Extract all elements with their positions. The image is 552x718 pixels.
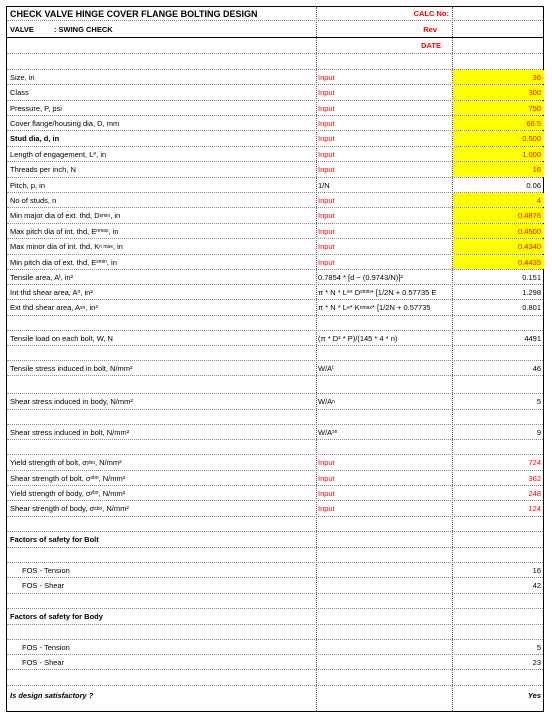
ext-shear-area-formula: π * N * L e * K nmax * [1/2N + 0.57735 [318, 303, 431, 312]
tensile-stress-formula: W/A t [318, 363, 334, 373]
blank-row [7, 440, 543, 455]
valve-type: : SWING CHECK [53, 24, 113, 34]
fos-bolt-heading: Factors of safety for Bolt [10, 535, 99, 544]
no-studs-value[interactable]: 4 [453, 193, 544, 207]
stud-dia-value[interactable]: 0.500 [453, 131, 544, 146]
min-major-label: Min major dia of ext. thd, D smin , in [10, 211, 121, 220]
calc-no-label: CALC No: [413, 9, 449, 18]
shear-str-body-row [7, 501, 543, 517]
size-label: Size, in [10, 72, 35, 82]
int-shear-area-row [7, 285, 543, 300]
shear-bolt-label: Shear stress induced in bolt, N/mm² [10, 427, 130, 437]
min-pitch-ext-value[interactable]: 0.4435 [453, 255, 544, 269]
class-value[interactable]: 300 [453, 85, 544, 100]
satisfactory-row [7, 686, 543, 704]
fos-bolt-shear-value: 42 [532, 581, 541, 590]
blank-row [7, 410, 543, 425]
yield-body-label: Yield strength of body, σ ybo , N/mm² [10, 488, 126, 498]
shear-bolt-row [7, 425, 543, 440]
cover-dia-formula: Input [318, 118, 335, 128]
min-major-formula: Input [318, 211, 335, 220]
int-shear-area-label: Int thd shear area, A n , in² [10, 287, 93, 297]
yield-bolt-formula: Input [318, 458, 335, 467]
max-minor-int-row [7, 239, 543, 255]
pitch-label: Pitch, p, in [10, 180, 46, 190]
calc-no-value[interactable] [453, 7, 544, 20]
shear-body-value: 5 [536, 397, 541, 406]
size-formula: Input [318, 72, 335, 82]
blank-row [7, 670, 543, 686]
shear-str-body-label: Shear strength of body, σ sbo , N/mm² [10, 504, 129, 513]
max-minor-int-value[interactable]: 0.4340 [453, 239, 544, 254]
blank-row [7, 517, 543, 532]
pressure-formula: Input [318, 103, 335, 113]
cover-dia-label: Cover flange/housing dia, D, mm [10, 118, 120, 128]
fos-body-shear-value: 23 [532, 657, 541, 667]
title-row [7, 7, 543, 21]
stud-dia-label: Stud dia, d, in [10, 134, 60, 143]
max-pitch-int-formula: Input [318, 226, 335, 236]
yield-body-formula: Input [318, 488, 335, 498]
fos-bolt-tension-label: FOS - Tension [22, 565, 70, 575]
cover-dia-row [7, 116, 543, 131]
sheet-title: CHECK VALVE HINGE COVER FLANGE BOLTING DESIGN [10, 8, 258, 19]
ext-shear-area-label: Ext thd shear area, A sn , in² [10, 303, 98, 312]
rev-label: Rev [423, 24, 437, 34]
pitch-value: 0.06 [526, 180, 541, 190]
fos-bolt-tension-row [7, 563, 543, 578]
tensile-area-value: 0.151 [522, 272, 541, 282]
blank-row [7, 594, 543, 609]
fos-body-heading: Factors of safety for Body [10, 612, 103, 621]
shear-body-row [7, 394, 543, 410]
fos-body-shear-label: FOS - Shear [22, 657, 65, 667]
date-label: DATE [421, 41, 441, 50]
pressure-value[interactable]: 750 [453, 101, 544, 115]
shear-bolt-value: 9 [536, 427, 541, 437]
fos-bolt-shear-row [7, 578, 543, 594]
min-pitch-ext-label: Min pitch dia of ext. thd, E smin , in [10, 257, 117, 267]
class-formula: Input [318, 88, 335, 97]
no-studs-row [7, 193, 543, 208]
threads-value[interactable]: 16 [453, 162, 544, 177]
fos-bolt-tension-value: 16 [532, 565, 541, 575]
tensile-stress-value: 46 [532, 363, 541, 373]
tensile-area-row [7, 270, 543, 285]
shear-str-bolt-label: Shear strength of bolt, σ sbo , N/mm² [10, 473, 126, 483]
tensile-stress-row [7, 361, 543, 376]
tensile-load-row [7, 331, 543, 346]
fos-body-heading-row [7, 609, 543, 625]
cover-dia-value[interactable]: 66.5 [453, 116, 544, 130]
stud-dia-row [7, 131, 543, 147]
tensile-load-label: Tensile load on each bolt, W, N [10, 333, 113, 343]
min-major-row [7, 208, 543, 224]
max-minor-int-label: Max minor dia of int. thd, K n max , in [10, 242, 123, 251]
class-label: Class [10, 88, 29, 97]
tensile-load-formula: (π * D² * P)/(145 * 4 * n) [318, 333, 398, 343]
blank-row [7, 316, 543, 331]
yield-bolt-label: Yield strength of bolt, σ ybo , N/mm² [10, 458, 122, 467]
tensile-load-value: 4491 [524, 333, 541, 343]
yield-bolt-value[interactable]: 724 [528, 458, 541, 467]
size-value[interactable]: 36 [453, 70, 544, 84]
yield-body-value[interactable]: 248 [528, 488, 541, 498]
max-pitch-int-label: Max pitch dia of int. thd, E nmax , in [10, 226, 119, 236]
no-studs-formula: Input [318, 195, 335, 205]
shear-str-bolt-row [7, 471, 543, 486]
int-shear-area-value: 1.298 [522, 287, 541, 297]
size-row [7, 70, 543, 85]
shear-body-label: Shear stress induced in body, N/mm² [10, 397, 133, 406]
blank-row [7, 625, 543, 640]
int-shear-area-formula: π * N * L e * D smin * [1/2N + 0.57735 E [318, 287, 437, 297]
class-row [7, 85, 543, 101]
fos-body-shear-row [7, 655, 543, 670]
fos-body-tension-value: 5 [536, 642, 541, 652]
yield-body-row [7, 486, 543, 501]
min-pitch-ext-row [7, 255, 543, 270]
threads-row [7, 162, 543, 178]
rev-value[interactable] [453, 21, 544, 37]
fos-body-tension-label: FOS - Tension [22, 642, 70, 652]
valve-row [7, 21, 543, 38]
pitch-row [7, 178, 543, 193]
no-studs-label: No of studs, n [10, 195, 57, 205]
shear-bolt-formula: W/A sn [318, 427, 338, 437]
threads-formula: Input [318, 165, 335, 174]
satisfactory-value: Yes [527, 690, 541, 700]
max-pitch-int-row [7, 224, 543, 239]
engagement-row [7, 147, 543, 162]
pitch-formula: 1/N [318, 180, 330, 190]
stud-dia-formula: Input [318, 134, 335, 143]
min-major-value[interactable]: 0.4876 [453, 208, 544, 223]
shear-str-body-formula: Input [318, 504, 335, 513]
tensile-area-label: Tensile area, A t , in² [10, 272, 74, 282]
shear-body-formula: W/A n [318, 397, 335, 406]
shear-str-body-value[interactable]: 124 [528, 504, 541, 513]
threads-label: Threads per inch, N [10, 165, 76, 174]
max-minor-int-formula: Input [318, 242, 335, 251]
ext-shear-area-row [7, 300, 543, 316]
date-row [7, 38, 543, 54]
yield-bolt-row [7, 455, 543, 471]
max-pitch-int-value[interactable]: 0.4500 [453, 224, 544, 238]
tensile-area-formula: 0.7854 * [d − (0.9743/N)]² [318, 272, 403, 282]
engagement-label: Length of engagement, L e , in [10, 149, 107, 159]
shear-str-bolt-value[interactable]: 362 [528, 473, 541, 483]
blank-row [7, 54, 543, 70]
calculation-sheet [6, 6, 544, 712]
blank-row [7, 376, 543, 394]
fos-bolt-shear-label: FOS - Shear [22, 581, 65, 590]
fos-bolt-heading-row [7, 532, 543, 548]
ext-shear-area-value: 0.801 [522, 303, 541, 312]
engagement-value[interactable]: 1.000 [453, 147, 544, 161]
tensile-stress-label: Tensile stress induced in bolt, N/mm² [10, 363, 133, 373]
date-value[interactable] [453, 38, 544, 53]
satisfactory-label: Is design satisfactory ? [10, 690, 94, 700]
fos-body-tension-row [7, 640, 543, 655]
pressure-label: Pressure, P, psi [10, 103, 62, 113]
shear-str-bolt-formula: Input [318, 473, 335, 483]
blank-row [7, 548, 543, 563]
pressure-row [7, 101, 543, 116]
engagement-formula: Input [318, 149, 335, 159]
blank-row [7, 346, 543, 361]
min-pitch-ext-formula: Input [318, 257, 335, 267]
valve-label: VALVE : SWING CHECK [10, 24, 113, 34]
